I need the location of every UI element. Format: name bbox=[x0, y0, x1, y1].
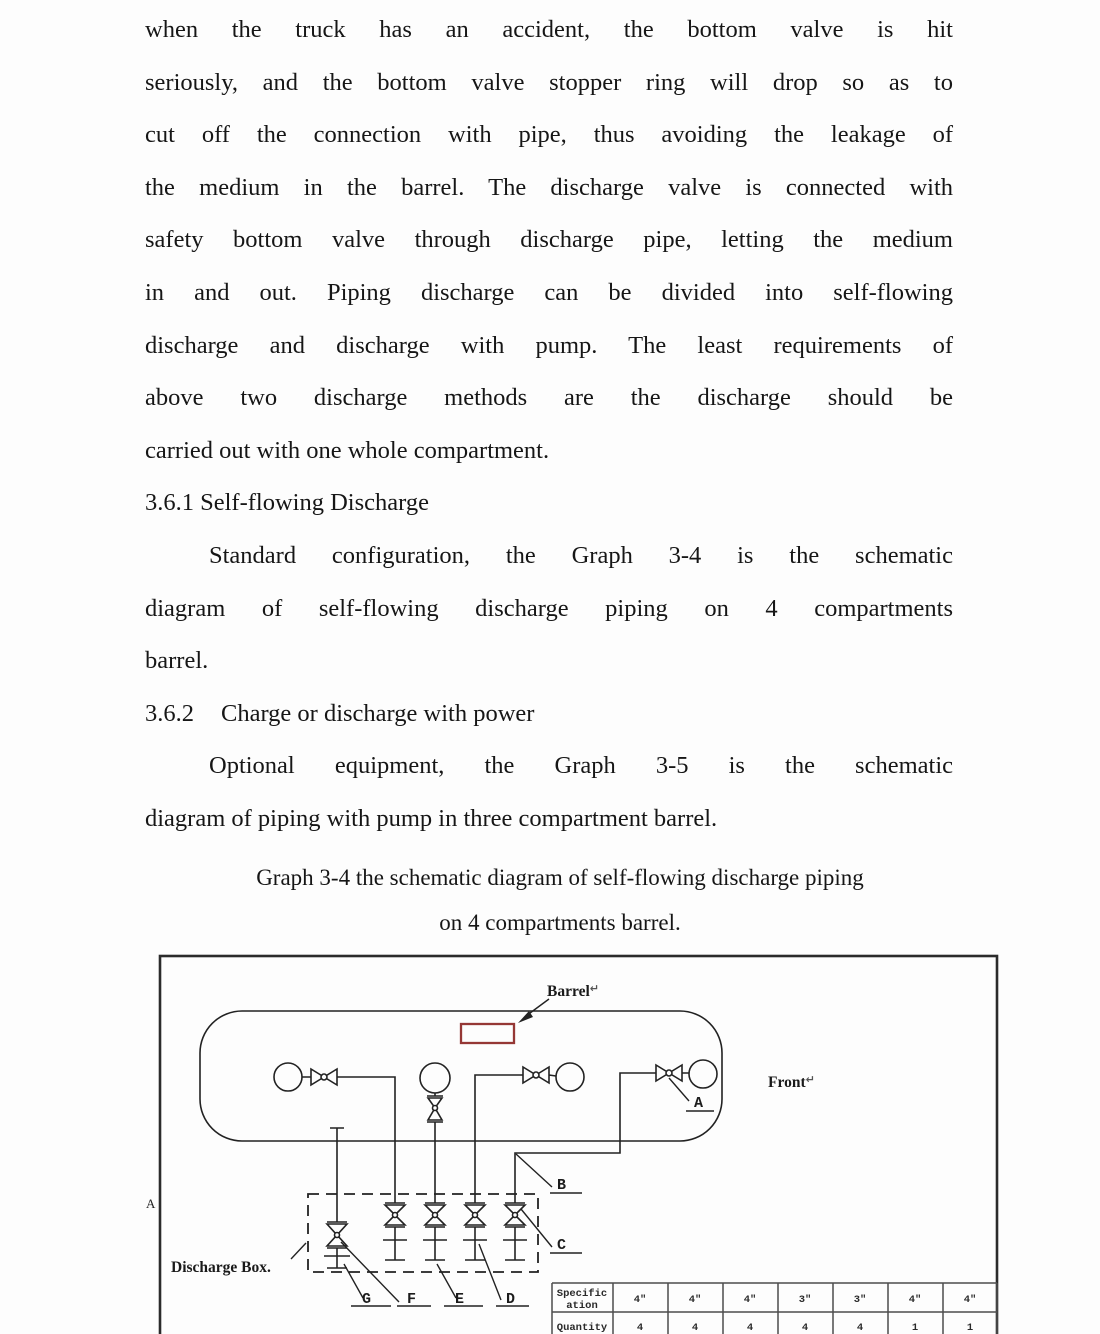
discharge-box-leader-line bbox=[291, 1243, 306, 1259]
figure-caption bbox=[167, 855, 953, 945]
quantity-header: Quantity bbox=[556, 1322, 608, 1334]
barrel-label-text: Barrel bbox=[547, 983, 590, 1000]
front-label bbox=[768, 1073, 815, 1091]
quantity-value: 4 bbox=[691, 1322, 699, 1334]
spec-value: 3″ bbox=[798, 1294, 812, 1306]
compartment-outlet-circle bbox=[274, 1063, 302, 1091]
quantity-value: 1 bbox=[966, 1322, 974, 1334]
barrel-manhole-red-box bbox=[461, 1024, 514, 1043]
compartment-outlet-circle bbox=[420, 1063, 450, 1093]
label-G-text: G bbox=[362, 1291, 372, 1308]
bottom-valve-icon bbox=[302, 1069, 337, 1085]
paragraph1-line: in and out. Piping discharge can be divided into self-flowing bbox=[145, 278, 953, 306]
heading-3-6-2-number: 3.6.2 bbox=[145, 699, 194, 727]
discharge-box-label: Discharge Box. bbox=[171, 1259, 271, 1276]
spec-value: 4″ bbox=[908, 1294, 922, 1306]
front-label-text: Front bbox=[768, 1074, 806, 1091]
return-mark-icon: ↵ bbox=[589, 982, 599, 995]
quantity-value: 4 bbox=[856, 1322, 864, 1334]
paragraph3-line: Optional equipment, the Graph 3-5 is the schematic bbox=[209, 752, 953, 780]
heading-3-6-2 bbox=[145, 688, 953, 741]
quantity-value: 4 bbox=[636, 1322, 644, 1334]
spec-value: 4″ bbox=[633, 1294, 647, 1306]
label-F bbox=[341, 1242, 431, 1308]
quantity-value: 1 bbox=[911, 1322, 919, 1334]
heading-3-6-2-title: Charge or discharge with power bbox=[221, 699, 535, 727]
paragraph1-line: carried out with one whole compartment. bbox=[145, 436, 550, 464]
label-C-text: C bbox=[557, 1237, 567, 1254]
discharge-box-outline bbox=[308, 1194, 538, 1272]
paragraph1-line: the medium in the barrel. The discharge valve is connected with bbox=[145, 173, 953, 201]
spec-value: 3″ bbox=[853, 1294, 867, 1306]
discharge-box-valve-icon bbox=[383, 1203, 407, 1260]
figure-caption-line2: on 4 compartments barrel. bbox=[439, 909, 681, 935]
barrel-label bbox=[547, 982, 599, 1000]
discharge-pipe bbox=[337, 1077, 395, 1203]
spec-value: 4″ bbox=[963, 1294, 977, 1306]
spec-value: 4″ bbox=[688, 1294, 702, 1306]
paragraph1-line: when the truck has an accident, the bottom valve is hit bbox=[145, 16, 953, 43]
paragraph3-line: diagram of piping with pump in three compartment barrel. bbox=[145, 804, 718, 832]
label-A-text: A bbox=[694, 1095, 704, 1112]
spec-header: ation bbox=[566, 1300, 598, 1312]
paragraph1-line: above two discharge methods are the discharge should be bbox=[145, 384, 953, 412]
paragraph2-line: diagram of self-flowing discharge piping on 4 compartments bbox=[145, 594, 953, 622]
compartment-outlet-circle bbox=[556, 1063, 584, 1091]
label-B bbox=[516, 1154, 582, 1194]
return-mark-icon: ↵ bbox=[805, 1073, 815, 1086]
heading-3-6-1: 3.6.1 Self-flowing Discharge bbox=[145, 489, 429, 517]
paragraph1-line: cut off the connection with pipe, thus avoiding the leakage of bbox=[145, 121, 953, 149]
body-text bbox=[145, 0, 953, 945]
bottom-valve-icon bbox=[427, 1093, 443, 1122]
discharge-box-valve-icon bbox=[463, 1203, 487, 1260]
spec-value: 4″ bbox=[743, 1294, 757, 1306]
paragraph2-line: Standard configuration, the Graph 3-4 is the schematic bbox=[209, 541, 953, 569]
figure-caption-line1: Graph 3-4 the schematic diagram of self-flowing discharge piping bbox=[256, 864, 864, 890]
bottom-valve-icon bbox=[523, 1067, 556, 1083]
discharge-pipe bbox=[330, 1128, 344, 1222]
label-E bbox=[437, 1264, 483, 1308]
paragraph1-line: safety bottom valve through discharge pipe, letting the medium bbox=[145, 226, 953, 254]
compartment-outlet-circle bbox=[689, 1060, 717, 1088]
discharge-pipe bbox=[515, 1073, 656, 1203]
label-C bbox=[521, 1209, 582, 1254]
label-D-text: D bbox=[506, 1291, 516, 1308]
label-E-text: E bbox=[455, 1291, 465, 1308]
paragraph1-line: seriously, and the bottom valve stopper ring will drop so as to bbox=[145, 68, 953, 96]
paragraph2-line: barrel. bbox=[145, 647, 209, 675]
frame-edge-label-A: A bbox=[146, 1196, 156, 1211]
label-D bbox=[479, 1244, 529, 1308]
label-B-text: B bbox=[557, 1177, 567, 1194]
specification-table bbox=[552, 1283, 997, 1334]
spec-header: Specific bbox=[556, 1288, 608, 1300]
quantity-value: 4 bbox=[801, 1322, 809, 1334]
quantity-value: 4 bbox=[746, 1322, 754, 1334]
bottom-valve-icon bbox=[656, 1065, 689, 1081]
discharge-box-valve-icon bbox=[324, 1222, 350, 1268]
label-F-text: F bbox=[407, 1291, 417, 1308]
graph-3-4-diagram bbox=[0, 950, 1100, 1334]
paragraph1-line: discharge and discharge with pump. The least requirements of bbox=[145, 331, 953, 359]
discharge-box-valve-icon bbox=[423, 1203, 447, 1260]
diagram-frame bbox=[160, 956, 997, 1334]
